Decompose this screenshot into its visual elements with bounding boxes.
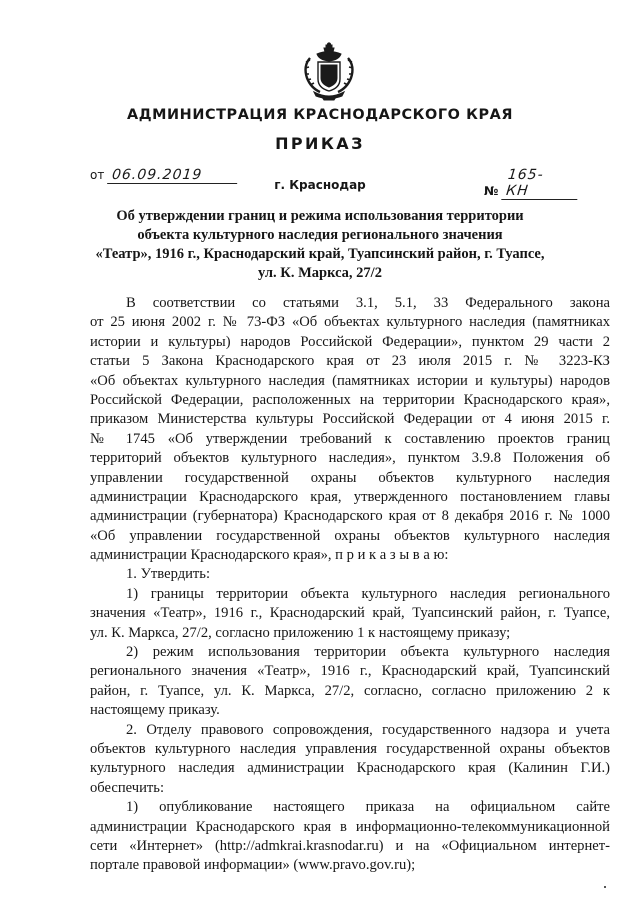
body-line: регионального значения «Театр», 1916 г., Краснодарский край, Туапсинский xyxy=(90,663,610,680)
document-type: ПРИКАЗ xyxy=(275,134,365,153)
body-line: культурного наследия администрации Краснодарского края (Калинин Г.И.) xyxy=(90,760,610,777)
body-line: № 1745 «Об утверждении требований к составлению проектов границ xyxy=(90,430,610,447)
document-body xyxy=(90,294,610,876)
body-line: В соответствии со статьями 3.1, 5.1, 33 Федерального закона xyxy=(126,295,610,311)
body-line: администрации Краснодарского края, утвержденного постановлением главы xyxy=(90,488,610,505)
body-line: значения «Театр», 1916 г., Краснодарский край, Туапсинский район, г. Туапсе, xyxy=(90,605,610,622)
city-line: г. Краснодар xyxy=(274,178,366,192)
body-line: 1) границы территории объекта культурного наследия регионального xyxy=(126,585,610,602)
title-line: Об утверждении границ и режима использования территории xyxy=(116,208,524,224)
body-line: район, г. Туапсе, ул. К. Маркса, 27/2, согласно, согласно приложению 2 к xyxy=(90,682,610,699)
body-line: 1. Утвердить: xyxy=(126,566,211,583)
body-line: 2) режим использования территории объекта культурного наследия xyxy=(126,644,610,661)
body-line: администрации Краснодарского края в информационно-телекоммуникационной xyxy=(90,818,610,835)
body-line: администрации (губернатора) Краснодарского края от 8 декабря 2016 г. № 1000 xyxy=(90,508,610,525)
body-line: 2. Отделу правового сопровождения, государственного надзора и учета xyxy=(126,721,610,738)
number-prefix: № xyxy=(484,184,499,198)
handwritten-date: 06.09.2019 xyxy=(107,167,239,184)
handwritten-number: 165-КН xyxy=(501,167,580,200)
body-line: статьи 5 Закона Краснодарского края от 23 июля 2015 г. № 3223-КЗ xyxy=(90,353,610,370)
title-line: ул. К. Маркса, 27/2 xyxy=(258,265,382,281)
body-line: от 25 июня 2002 г. № 73-ФЗ «Об объектах культурного наследия (памятниках xyxy=(90,314,610,331)
body-line: истории и культуры) народов Российской Федерации», пунктом 29 части 2 xyxy=(90,333,610,350)
body-line: портале правовой информации» (www.pravo.gov.ru); xyxy=(90,857,416,874)
body-line: территорий объектов культурного наследия», пунктом 3.9.8 Положения об xyxy=(90,450,610,467)
organization-name: АДМИНИСТРАЦИЯ КРАСНОДАРСКОГО КРАЯ xyxy=(126,107,514,123)
body-line: обеспечить: xyxy=(90,779,165,796)
body-line: «Об объектах культурного наследия (памятниках истории и культуры) народов xyxy=(90,372,610,389)
document-title xyxy=(95,207,545,283)
body-line: настоящему приказу. xyxy=(90,702,220,719)
krasnodar-coat-of-arms-icon xyxy=(300,42,358,102)
body-line: «Об управлении государственной охраны объектов культурного наследия xyxy=(90,527,610,544)
date-prefix: от xyxy=(90,168,105,182)
body-line: объектов культурного наследия управления государственной охраны объектов xyxy=(90,740,610,757)
title-line: объекта культурного наследия регионального значения xyxy=(137,227,503,243)
body-line: управлении государственной охраны объектов культурного наследия xyxy=(90,469,610,486)
scan-artifact xyxy=(604,886,606,888)
body-line: приказом Министерства культуры Российской Федерации от 4 июня 2015 г. xyxy=(90,411,610,428)
title-line: «Театр», 1916 г., Краснодарский край, Туапсинский район, г. Туапсе, xyxy=(95,246,545,262)
body-line: администрации Краснодарского края», п р и к а з ы в а ю: xyxy=(90,547,449,564)
body-line: сети «Интернет» (http://admkrai.krasnodar.ru) и на «Официальном интернет- xyxy=(90,837,610,854)
body-line: 1) опубликование настоящего приказа на официальном сайте xyxy=(126,799,610,816)
body-line: ул. К. Маркса, 27/2, согласно приложению 1 к настоящему приказу; xyxy=(90,624,511,641)
body-line: Российской Федерации, расположенных на территории Краснодарского края», xyxy=(90,391,610,408)
